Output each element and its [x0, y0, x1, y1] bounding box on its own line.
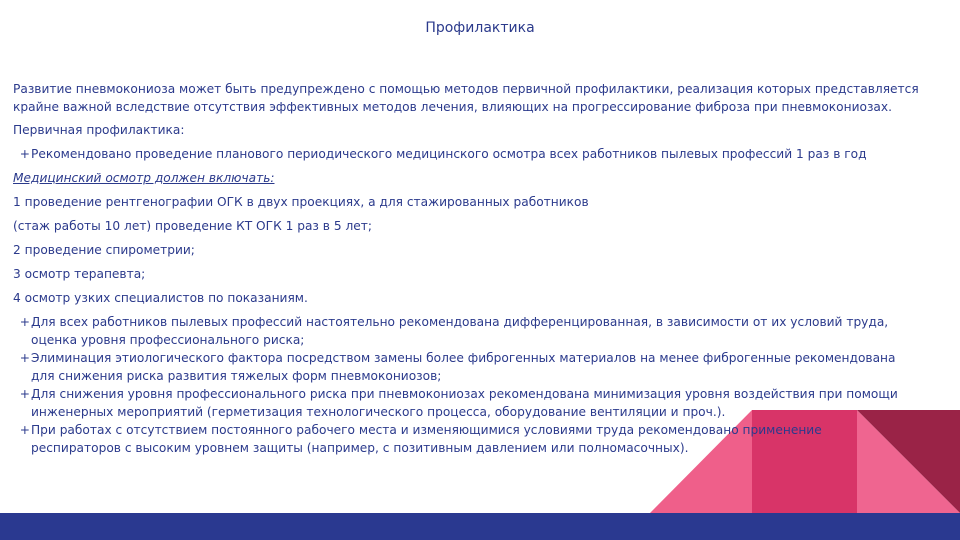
recommendation-text: Элиминация этиологического фактора посредством замены более фиброгенных материалов на менее фиброгенные рекомендована для снижения риска развития тяжелых форм пневмокониозов;	[31, 351, 896, 383]
plus-bullet-icon: +	[19, 351, 30, 365]
slide-content	[13, 80, 928, 457]
exam-item: 3 осмотр терапевта;	[13, 267, 146, 281]
intro-paragraph: Развитие пневмокониоза может быть предупреждено с помощью методов первичной профилактики, реализация которых представляется крайне важной вследствие отсутствия эффективных методов лечения, влияющих на прогрессирование фиброза при пневмокониозах.	[13, 82, 919, 114]
recommendations-list	[13, 313, 928, 457]
recommendation-item	[13, 385, 928, 421]
recommendation-text: Для всех работников пылевых профессий настоятельно рекомендована дифференцированная, в зависимости от их условий труда, оценка уровня профессионального риска;	[31, 315, 889, 347]
primary-bullet	[13, 145, 928, 163]
exam-item: 2 проведение спирометрии;	[13, 243, 195, 257]
exam-item: (стаж работы 10 лет) проведение КТ ОГК 1 раз в 5 лет;	[13, 219, 372, 233]
exam-item: 1 проведение рентгенографии ОГК в двух проекциях, а для стажированных работников	[13, 195, 589, 209]
recommendation-item	[13, 313, 928, 349]
plus-bullet-icon: +	[19, 315, 30, 329]
recommendation-item	[13, 421, 928, 457]
primary-bullet-text: Рекомендовано проведение планового периодического медицинского осмотра всех работников пылевых профессий 1 раз в год	[31, 147, 867, 161]
recommendation-text: Для снижения уровня профессионального риска при пневмокониозах рекомендована минимизация уровня воздействия при помощи инженерных мероприятий (герметизация технологического процесса, оборудование вентиляции и проч.).	[31, 387, 898, 419]
recommendation-item	[13, 349, 928, 385]
plus-bullet-icon: +	[19, 423, 30, 437]
exam-item: 4 осмотр узких специалистов по показаниям.	[13, 291, 308, 305]
bottom-bar	[0, 513, 960, 540]
recommendation-text: При работах с отсутствием постоянного рабочего места и изменяющимися условиями труда рекомендовано применение респираторов с высоким уровнем защиты (например, с позитивным давлением или полномасочных).	[31, 423, 822, 455]
page-title: Профилактика	[425, 20, 535, 36]
primary-prevention-label: Первичная профилактика:	[13, 123, 185, 137]
plus-bullet-icon: +	[19, 387, 30, 401]
exam-heading: Медицинский осмотр должен включать:	[13, 171, 275, 185]
plus-bullet-icon: +	[19, 147, 30, 161]
